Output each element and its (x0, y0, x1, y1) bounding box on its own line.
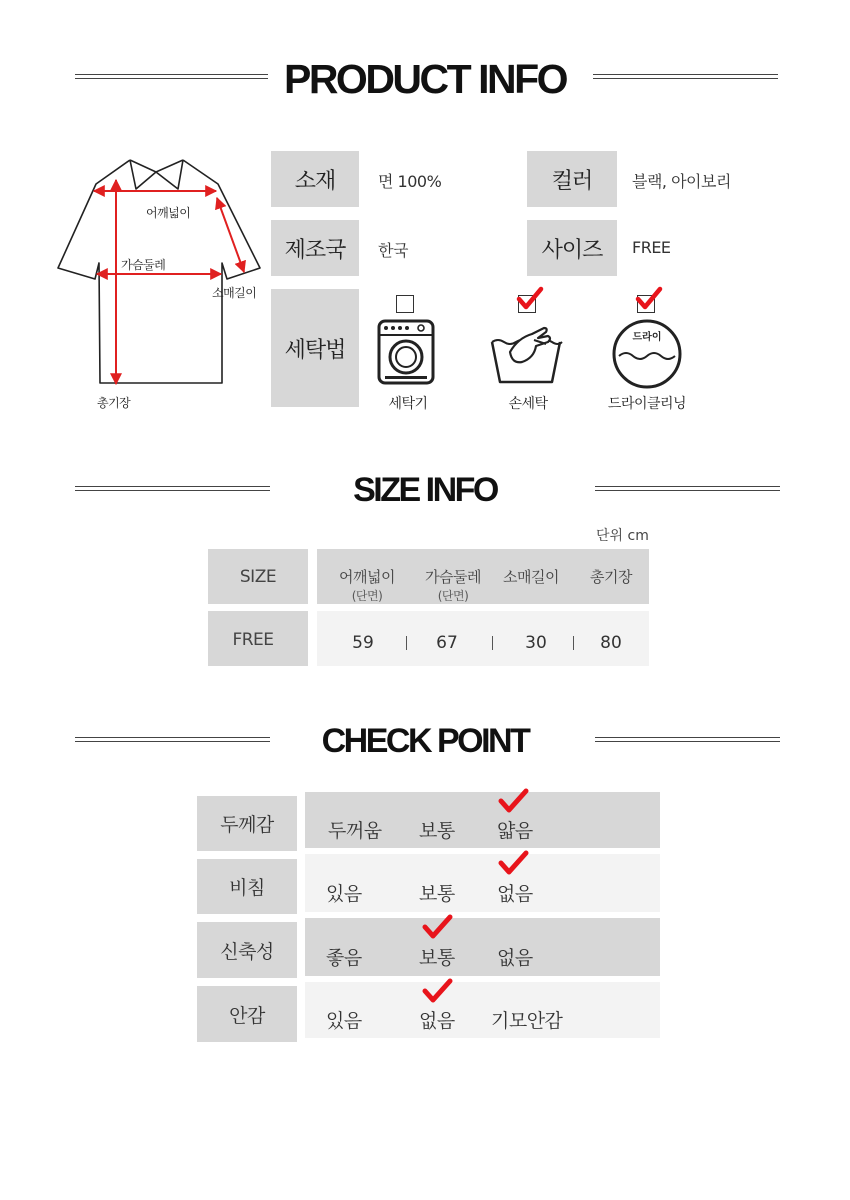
washing-machine-checkbox[interactable] (396, 295, 414, 313)
size-col-chest-sub: (단면) (437, 589, 469, 603)
size-col-shoulder-sub: (단면) (351, 589, 383, 603)
check-label-4: 안감 (197, 986, 297, 1042)
product-info-title: PRODUCT INFO (283, 56, 567, 102)
check-point-title: CHECK POINT (321, 722, 529, 760)
shirt-label-chest: 가슴둘레 (121, 258, 166, 272)
selected-check-icon (496, 786, 530, 816)
selected-check-icon (420, 976, 454, 1006)
hand-wash-icon (488, 318, 564, 386)
selected-check-icon (420, 912, 454, 942)
check-option[interactable]: 보통 (419, 820, 455, 842)
size-col-length: 총기장 (590, 568, 632, 586)
size-info-title: SIZE INFO (353, 471, 497, 509)
size-separator (492, 636, 493, 650)
check-option[interactable]: 기모안감 (491, 1010, 563, 1032)
check-option[interactable]: 있음 (326, 1010, 362, 1032)
origin-label: 제조국 (271, 220, 359, 276)
shirt-label-length: 총기장 (97, 396, 131, 410)
color-label: 컬러 (527, 151, 617, 207)
check-option[interactable]: 없음 (419, 1010, 455, 1032)
size-col-shoulder: 어깨넓이 (339, 568, 395, 586)
washing-machine-icon (376, 318, 436, 386)
size-value: FREE (632, 238, 671, 257)
check-label-1: 두께감 (197, 796, 297, 851)
dry-cleaning-check-icon (633, 285, 663, 313)
hand-wash-check-icon (514, 285, 544, 313)
check-option[interactable]: 없음 (497, 947, 533, 969)
selected-check-icon (496, 848, 530, 878)
shirt-label-sleeve: 소매길이 (212, 286, 257, 300)
check-option[interactable]: 있음 (326, 883, 362, 905)
washing-label: 세탁법 (271, 289, 359, 407)
shirt-label-shoulder: 어깨넓이 (146, 206, 191, 220)
size-separator (406, 636, 407, 650)
origin-value: 한국 (378, 241, 408, 260)
size-row-header-label: SIZE (239, 567, 277, 587)
check-option[interactable]: 보통 (419, 947, 455, 969)
check-option[interactable]: 두꺼움 (328, 820, 382, 842)
color-value: 블랙, 아이보리 (632, 172, 731, 191)
dry-cleaning-caption: 드라이클리닝 (607, 396, 687, 412)
size-label: 사이즈 (527, 220, 617, 276)
size-free-label: FREE (232, 630, 274, 650)
check-option[interactable]: 좋음 (326, 947, 362, 969)
material-label: 소재 (271, 151, 359, 207)
size-rule-right (595, 486, 780, 491)
check-option[interactable]: 없음 (497, 883, 533, 905)
check-rule-right (595, 737, 780, 742)
title-rule-right (593, 74, 778, 79)
size-value-sleeve: 30 (525, 633, 547, 653)
size-unit: 단위 cm (596, 528, 649, 544)
check-option[interactable]: 얇음 (497, 820, 533, 842)
check-label-3: 신축성 (197, 922, 297, 978)
size-separator (573, 636, 574, 650)
check-label-2: 비침 (197, 859, 297, 914)
dry-cleaning-badge: 드라이 (632, 332, 662, 343)
size-col-chest: 가슴둘레 (425, 568, 481, 586)
size-value-chest: 67 (436, 633, 458, 653)
size-value-shoulder: 59 (352, 633, 374, 653)
material-value: 면 100% (378, 172, 442, 191)
check-option[interactable]: 보통 (419, 883, 455, 905)
size-col-sleeve: 소매길이 (503, 568, 559, 586)
hand-wash-caption: 손세탁 (508, 396, 548, 412)
washing-machine-caption: 세탁기 (388, 396, 428, 412)
size-value-length: 80 (600, 633, 622, 653)
